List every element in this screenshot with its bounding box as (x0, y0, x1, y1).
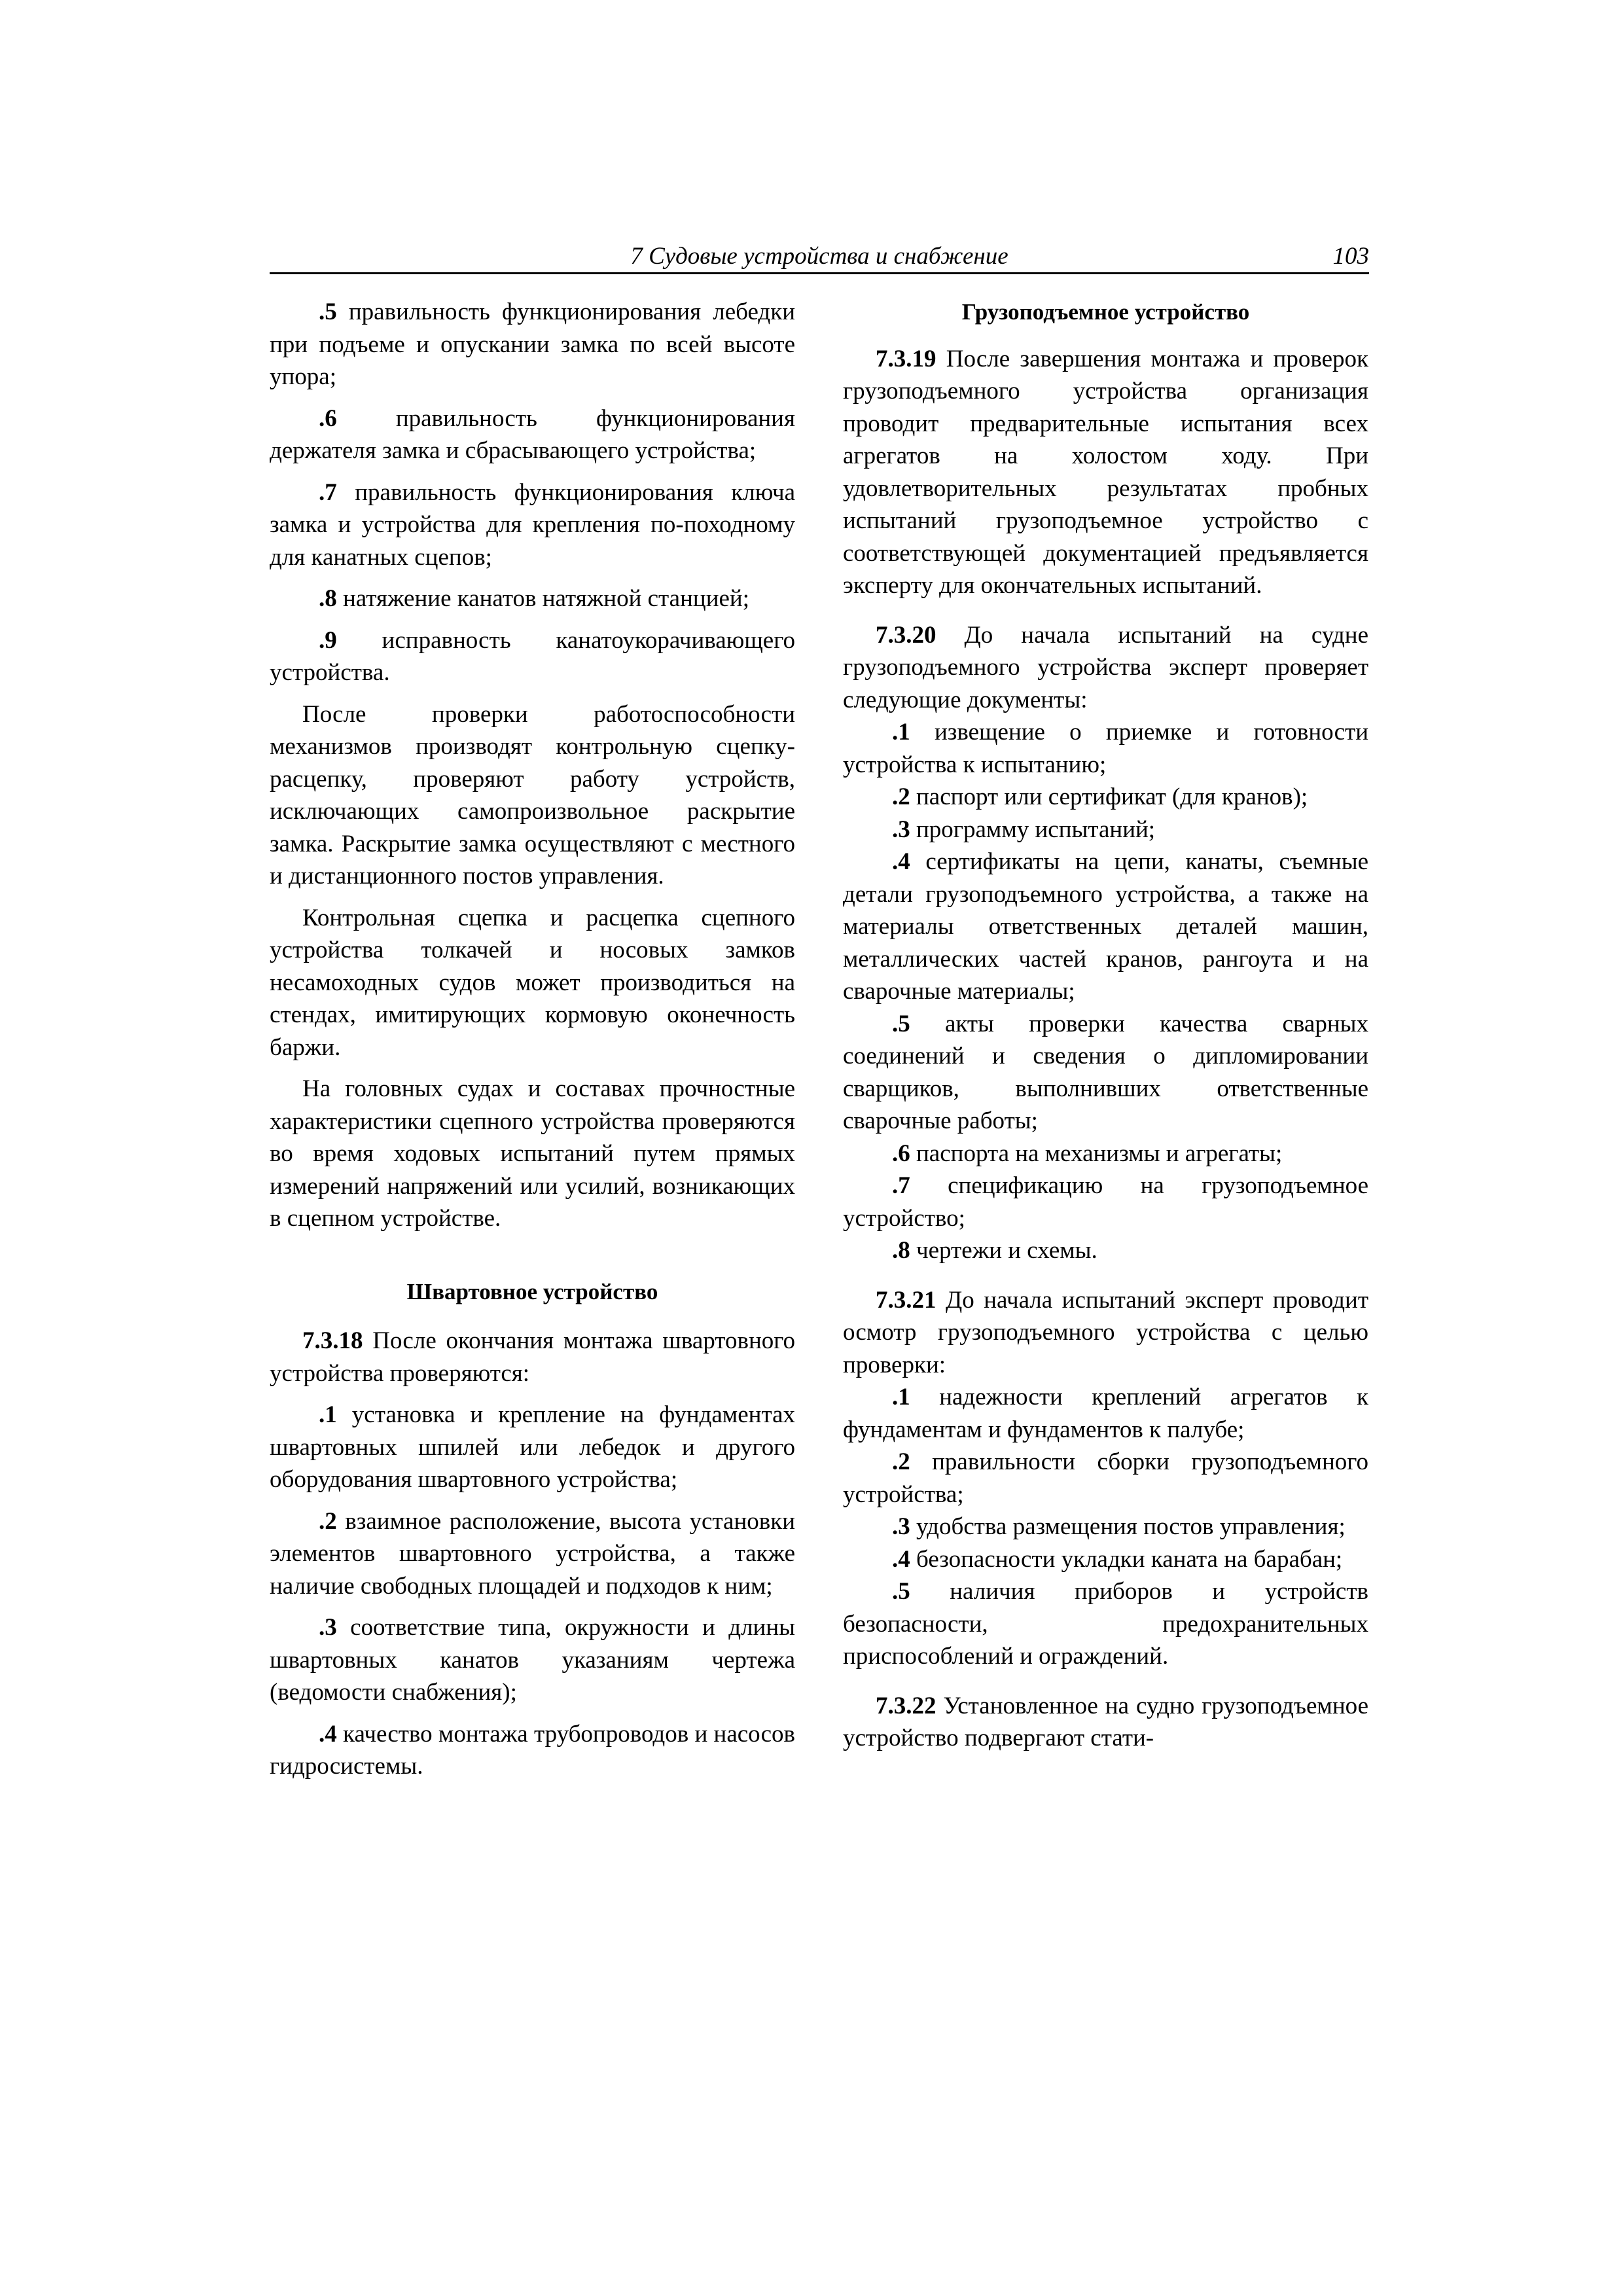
list-item (270, 624, 795, 689)
clause-number: 7.3.21 (876, 1286, 936, 1314)
item-number: .3 (892, 1513, 910, 1540)
item-text: соответствие типа, окружности и длины швартовных канатов указаниям чертежа (ведомости снабжения); (270, 1614, 795, 1706)
item-number: .5 (892, 1010, 910, 1037)
item-number: .4 (319, 1720, 337, 1748)
clause-paragraph (843, 619, 1368, 717)
list-item (843, 1234, 1368, 1267)
list-item (843, 1511, 1368, 1543)
list-item (270, 1399, 795, 1496)
list-item (270, 1718, 795, 1783)
right-column (843, 296, 1368, 1755)
clause-paragraph (270, 1325, 795, 1390)
list-item (843, 814, 1368, 846)
clause-paragraph (843, 1284, 1368, 1382)
list-item (843, 846, 1368, 1008)
item-number: .5 (319, 298, 337, 325)
item-number: .2 (319, 1507, 337, 1535)
clause-paragraph (843, 1690, 1368, 1755)
item-text: установка и крепление на фундаментах швартовных шпилей или лебедок и другого оборудования швартовного устройства; (270, 1401, 795, 1493)
list-item (843, 1138, 1368, 1170)
list-item (843, 1008, 1368, 1138)
clause-text: После завершения монтажа и проверок грузоподъемного устройства организация проводит предварительные испытания всех агрегатов на холостом ходу. При удовлетворительных результатах пробных испытаний грузоподъемное устройство с соответствующей документацией предъявляется эксперту для окончательных испытаний. (843, 345, 1368, 599)
clause-text: После окончания монтажа швартовного устройства проверяются: (270, 1327, 795, 1387)
item-number: .3 (319, 1614, 337, 1641)
clause-text: До начала испытаний на судне грузоподъемного устройства эксперт проверяет следующие документы: (843, 621, 1368, 713)
list-item (843, 1446, 1368, 1511)
item-number: .2 (892, 783, 910, 810)
item-text: надежности креплений агрегатов к фундаментам и фундаментов к палубе; (843, 1384, 1368, 1443)
left-column (270, 296, 795, 1783)
item-text: правильность функционирования лебедки при подъеме и опускании замка по всей высоте упора; (270, 298, 795, 390)
running-header-title: 7 Судовые устройства и снабжение (630, 243, 1008, 270)
clause-number: 7.3.19 (876, 345, 936, 372)
list-item (843, 781, 1368, 814)
list-item (270, 583, 795, 615)
item-text: правильность функционирования держателя замка и сбрасывающего устройства; (270, 404, 795, 464)
clause-number: 7.3.18 (302, 1327, 363, 1354)
item-text: безопасности укладки каната на барабан; (910, 1545, 1343, 1573)
list-item (843, 1543, 1368, 1576)
item-text: исправность канатоукорачивающего устройства. (270, 626, 795, 686)
item-number: .8 (319, 585, 337, 612)
item-text: наличия приборов и устройств безопасности, предохранительных приспособлений и ограждений. (843, 1578, 1368, 1670)
item-text: спецификацию на грузоподъемное устройство; (843, 1172, 1368, 1232)
list-item (843, 1575, 1368, 1673)
item-text: извещение о приемке и готовности устройства к испытанию; (843, 719, 1368, 778)
clause-paragraph (843, 343, 1368, 602)
clause-text: Установленное на судно грузоподъемное устройство подвергают стати- (843, 1692, 1368, 1751)
body-paragraph: После проверки работоспособности механизмов производят контрольную сцепку-расцепку, проверяют работу устройств, исключающих самопроизвольное раскрытие замка. Раскрытие замка осуществляют с местного и дистанционного постов управления. (270, 700, 795, 889)
body-paragraph: На головных судах и составах прочностные характеристики сцепного устройства проверяются во время ходовых испытаний путем прямых измерений напряжений или усилий, возникающих в сцепном устройстве. (270, 1075, 795, 1232)
list-item (270, 403, 795, 467)
list-item (843, 1170, 1368, 1234)
item-text: взаимное расположение, высота установки элементов швартовного устройства, а также наличие свободных площадей и подходов к ним; (270, 1507, 795, 1600)
item-text: программу испытаний; (910, 816, 1156, 843)
clause-number: 7.3.20 (876, 621, 936, 649)
item-text: качество монтажа трубопроводов и насосов гидросистемы. (270, 1720, 795, 1780)
clause-number: 7.3.22 (876, 1692, 936, 1719)
list-item (270, 296, 795, 393)
list-item (270, 476, 795, 574)
list-item (843, 716, 1368, 781)
item-number: .8 (892, 1237, 910, 1264)
item-number: .9 (319, 626, 337, 654)
item-text: правильность функционирования ключа замка и устройства для крепления по-походному для канатных сцепов; (270, 478, 795, 571)
clause-text: До начала испытаний эксперт проводит осмотр грузоподъемного устройства с целью проверки: (843, 1286, 1368, 1378)
list-item (270, 1611, 795, 1709)
item-number: .4 (892, 1545, 910, 1573)
item-number: .1 (892, 1384, 910, 1410)
item-text: сертификаты на цепи, канаты, съемные детали грузоподъемного устройства, а также на материалы ответственных деталей машин, металлических частей кранов, рангоута и на сварочные материалы; (843, 848, 1368, 1005)
list-item (843, 1381, 1368, 1446)
item-text: удобства размещения постов управления; (910, 1513, 1346, 1540)
body-paragraph: Контрольная сцепка и расцепка сцепного устройства толкачей и носовых замков несамоходных судов может производиться на стендах, имитирующих кормовую оконечность баржи. (270, 904, 795, 1061)
section-heading: Швартовное устройство (406, 1278, 658, 1304)
item-number: .4 (892, 848, 910, 875)
section-heading: Грузоподъемное устройство (961, 299, 1250, 325)
item-number: .1 (319, 1401, 337, 1428)
page-number: 103 (1332, 243, 1369, 270)
item-number: .7 (319, 478, 337, 506)
item-text: паспорт или сертификат (для кранов); (910, 783, 1308, 810)
item-text: натяжение канатов натяжной станцией; (336, 585, 749, 612)
item-text: правильности сборки грузоподъемного устройства; (843, 1448, 1368, 1508)
item-number: .6 (892, 1139, 910, 1167)
item-text: паспорта на механизмы и агрегаты; (910, 1139, 1283, 1167)
item-number: .1 (892, 719, 910, 745)
item-text: чертежи и схемы. (910, 1237, 1097, 1264)
running-header (270, 242, 1369, 274)
item-number: .5 (892, 1578, 910, 1605)
item-text: акты проверки качества сварных соединений и сведения о дипломировании сварщиков, выполнивших ответственные сварочные работы; (843, 1010, 1368, 1134)
item-number: .2 (892, 1448, 910, 1475)
list-item (270, 1505, 795, 1603)
item-number: .6 (319, 404, 337, 432)
item-number: .3 (892, 816, 910, 843)
item-number: .7 (892, 1172, 910, 1199)
